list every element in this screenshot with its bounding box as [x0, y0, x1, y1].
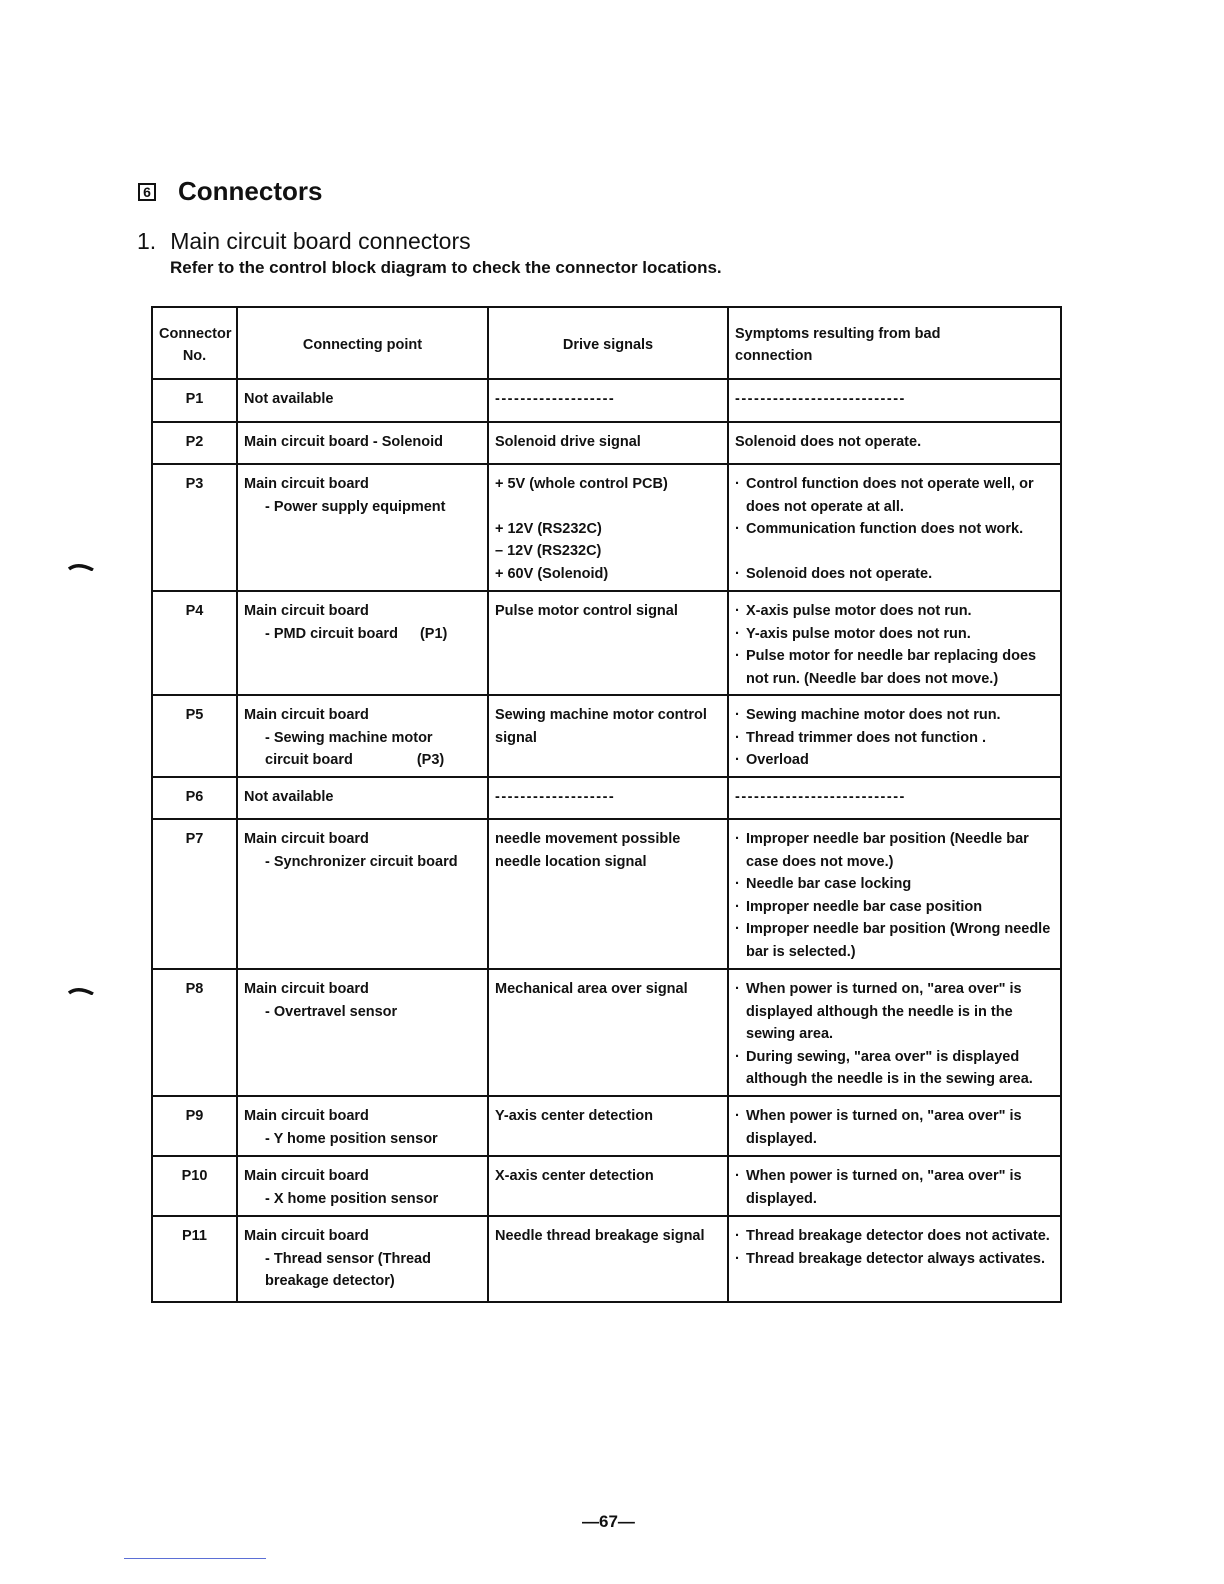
connecting-point: [237, 1216, 488, 1302]
connector-no: P7: [152, 819, 237, 969]
connecting-point: [237, 1096, 488, 1156]
intro-text: Refer to the control block diagram to check the connector locations.: [170, 258, 722, 277]
connecting-point: [237, 591, 488, 695]
table-row: [152, 464, 1061, 591]
drive-signal: [488, 819, 728, 969]
point-ref: (P1): [419, 625, 448, 642]
drive-signal: [488, 464, 728, 591]
connector-no: P11: [152, 1216, 237, 1302]
table-row: [152, 1096, 1061, 1156]
symptom-item: · Overload: [735, 749, 1054, 772]
subsection-title: Main circuit board connectors: [170, 228, 471, 254]
section-heading: [138, 176, 322, 207]
connecting-point: Main circuit board - Solenoid: [237, 422, 488, 464]
section-number-box: 6: [138, 183, 156, 201]
symptom-empty: ---------------------------: [728, 379, 1061, 422]
symptom-empty: ---------------------------: [728, 777, 1061, 819]
header-drive-signals: Drive signals: [488, 307, 728, 379]
symptom: [728, 819, 1061, 969]
drive-signal: Solenoid drive signal: [488, 422, 728, 464]
point-sub: circuit board: [265, 752, 353, 768]
connector-no: P8: [152, 969, 237, 1096]
symptom-item: · When power is turned on, "area over" is displayed.: [735, 1165, 1054, 1210]
table-row: [152, 591, 1061, 695]
connector-no: P2: [152, 422, 237, 464]
symptom-item: · Thread breakage detector always activates.: [735, 1248, 1054, 1271]
drive-line: – 12V (RS232C): [495, 543, 602, 559]
point-sub: - Thread sensor (Thread breakage detector): [265, 1250, 431, 1289]
table-row: [152, 777, 1061, 819]
header-symptoms-line2: connection: [735, 348, 813, 364]
symptom-item: · Control function does not operate well, or does not operate at all.: [735, 473, 1054, 518]
symptom-item: · Improper needle bar case position: [735, 896, 1054, 919]
symptom: [728, 464, 1061, 591]
symptom-item: · Sewing machine motor does not run.: [735, 704, 1054, 727]
point-sub: - Overtravel sensor: [265, 1003, 398, 1020]
point-sub-line: [244, 749, 481, 772]
point-main: Main circuit board: [244, 476, 369, 492]
symptom-item: · Thread trimmer does not function .: [735, 727, 1054, 750]
binding-mark-icon: [68, 563, 94, 571]
drive-signal: Y-axis center detection: [488, 1096, 728, 1156]
symptom-item: · When power is turned on, "area over" is displayed.: [735, 1105, 1054, 1150]
drive-signal-empty: -------------------: [488, 777, 728, 819]
connecting-point: [237, 819, 488, 969]
drive-line: + 60V (Solenoid): [495, 565, 609, 582]
table-row: [152, 422, 1061, 464]
connector-no: P4: [152, 591, 237, 695]
connecting-point: [237, 695, 488, 777]
drive-line: + 12V (RS232C): [495, 520, 602, 537]
point-sub: - Synchronizer circuit board: [265, 853, 458, 870]
symptom-item: · X-axis pulse motor does not run.: [735, 600, 1054, 623]
table-row: [152, 1156, 1061, 1216]
symptom-item: · Thread breakage detector does not activate.: [735, 1225, 1054, 1248]
drive-line: needle movement possible: [495, 831, 681, 847]
header-symptoms-line1: Symptoms resulting from bad: [735, 325, 941, 342]
subsection-heading: [137, 228, 471, 255]
header-connector-line: Connector: [159, 325, 232, 342]
drive-line: + 5V (whole control PCB): [495, 476, 668, 492]
connecting-point: Not available: [237, 777, 488, 819]
symptom-item: · Y-axis pulse motor does not run.: [735, 623, 1054, 646]
connecting-point: Not available: [237, 379, 488, 422]
header-symptoms: [728, 307, 1061, 379]
symptom-item: · Needle bar case locking: [735, 873, 1054, 896]
header-connecting-point: Connecting point: [237, 307, 488, 379]
binding-mark-icon: [68, 987, 94, 995]
table-row: [152, 819, 1061, 969]
table-row: [152, 969, 1061, 1096]
connector-no: P3: [152, 464, 237, 591]
symptom: Solenoid does not operate.: [728, 422, 1061, 464]
symptom-item: · Solenoid does not operate.: [735, 563, 1054, 586]
point-main: Main circuit board: [244, 1168, 369, 1184]
symptom-item: · Communication function does not work.: [735, 518, 1054, 541]
table-row: [152, 695, 1061, 777]
point-ref: (P3): [416, 752, 445, 768]
point-sub: - PMD circuit board: [265, 625, 398, 642]
drive-line: needle location signal: [495, 853, 647, 870]
connectors-table: [151, 306, 1062, 1303]
header-no-line: No.: [182, 348, 207, 364]
point-main: Main circuit board: [244, 1228, 369, 1244]
symptom: [728, 591, 1061, 695]
connector-no: P10: [152, 1156, 237, 1216]
point-sub: - Sewing machine motor: [265, 729, 433, 746]
point-main: Main circuit board: [244, 981, 369, 997]
drive-signal: Mechanical area over signal: [488, 969, 728, 1096]
point-sub: - X home position sensor: [265, 1190, 439, 1207]
symptom-item: · Improper needle bar position (Needle bar case does not move.): [735, 828, 1054, 873]
section-title: Connectors: [178, 176, 323, 206]
footer-rule: [124, 1558, 266, 1559]
symptom: [728, 969, 1061, 1096]
page-number: —67—: [582, 1512, 635, 1531]
connector-no: P6: [152, 777, 237, 819]
table-header-row: [152, 307, 1061, 379]
point-main: Main circuit board: [244, 603, 369, 619]
point-main: Main circuit board: [244, 707, 369, 723]
point-sub-line: [244, 623, 481, 646]
drive-signal: Pulse motor control signal: [488, 591, 728, 695]
header-connector-no: [152, 307, 237, 379]
symptom-item: · During sewing, "area over" is displayed although the needle is in the sewing area.: [735, 1046, 1054, 1091]
point-sub: - Y home position sensor: [265, 1130, 438, 1147]
point-sub: - Power supply equipment: [265, 498, 446, 515]
symptom-item: · When power is turned on, "area over" is displayed although the needle is in the sewing area.: [735, 978, 1054, 1046]
point-main: Main circuit board: [244, 831, 369, 847]
symptom: [728, 695, 1061, 777]
symptom: [728, 1156, 1061, 1216]
symptom-item: · Pulse motor for needle bar replacing does not run. (Needle bar does not move.): [735, 645, 1054, 690]
symptom: [728, 1216, 1061, 1302]
drive-signal: Needle thread breakage signal: [488, 1216, 728, 1302]
subsection-number: 1.: [137, 228, 157, 254]
connecting-point: [237, 1156, 488, 1216]
connecting-point: [237, 969, 488, 1096]
table-row: [152, 1216, 1061, 1302]
drive-signal: X-axis center detection: [488, 1156, 728, 1216]
connector-no: P5: [152, 695, 237, 777]
point-main: Main circuit board: [244, 1108, 369, 1124]
connector-no: P9: [152, 1096, 237, 1156]
connecting-point: [237, 464, 488, 591]
table-row: [152, 379, 1061, 422]
symptom: [728, 1096, 1061, 1156]
drive-signal: Sewing machine motor control signal: [488, 695, 728, 777]
connector-no: P1: [152, 379, 237, 422]
drive-signal-empty: -------------------: [488, 379, 728, 422]
symptom-item: · Improper needle bar position (Wrong needle bar is selected.): [735, 918, 1054, 963]
